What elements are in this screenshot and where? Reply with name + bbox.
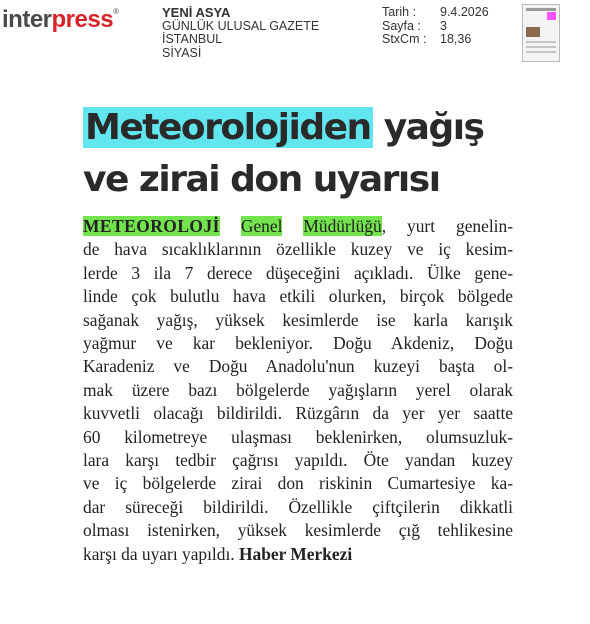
article-signature: Haber Merkezi [239,543,353,564]
body-line-1-rest: , yurt genelin- [381,216,513,236]
body-line: lerde 3 ila 7 derece düşeceğini açıkladı. Ülke gene- [83,262,513,283]
headline-text-2: ve zirai don uyarısı [83,159,440,200]
body-line [83,215,513,238]
stxcm-label: StxCm : [382,32,427,46]
publication-city: İSTANBUL [162,32,223,46]
publication-info [162,6,319,60]
body-line: de hava sıcaklıklarının özellikle kuzey ve iç kesim- [83,239,513,260]
headline-highlighted-word: Meteorolojiden [85,107,371,148]
body-last-text: karşı da uyarı yapıldı. [83,543,235,564]
article-headline [83,102,543,206]
headline-text-1: yağış [372,107,484,148]
body-line: olması istenirken, yüksek kesimlerde çığ tehlikesine [83,520,513,541]
body-line: sağanak yağış, yüksek kesimlerde ise karla karışık [83,309,513,330]
lead-highlight-2: Genel [240,216,283,236]
body-line: mak üzere bazı bölgelerde yağışların yerel olarak [83,379,513,400]
body-line: lara karşı tedbir çağrısı yapıldı. Öte yandan kuzey [83,450,513,471]
body-line-last [83,543,513,566]
body-line: linde çok bulutlu hava etkili olurken, birçok bölgede [83,286,513,307]
lead-highlight-3: Müdürlüğü [303,216,382,236]
interpress-logo [2,8,118,32]
page-thumbnail[interactable] [522,4,560,62]
lead-word: METEOROLOJİ [83,216,220,236]
publication-name: YENİ ASYA [162,5,231,20]
body-line: ve iç bölgelerde zirai don riskinin Cumartesiye ka- [83,473,513,494]
logo-registered-mark: ® [113,7,119,16]
page-label: Sayfa : [382,18,421,33]
body-line: kuvvetli olacağı bildirildi. Rüzgârın da yer yer saatte [83,403,513,424]
clipping-info [382,6,489,47]
logo-text-inter: inter [2,6,52,33]
logo-text-press: press [51,6,114,33]
date-label: Tarih : [382,5,417,19]
publication-type: GÜNLÜK ULUSAL GAZETE [162,18,320,33]
article-body [83,215,513,566]
body-line: dar süreceği bildirildi. Özellikle çiftçilerin dikkatli [83,496,513,517]
page-value: 3 [440,18,447,33]
stxcm-value: 18,36 [440,32,472,46]
date-value: 9.4.2026 [440,5,489,19]
body-line: 60 kilometreye ulaşması beklenirken, olumsuzluk- [83,426,513,447]
body-line: yağmur ve kar bekleniyor. Doğu Akdeniz, Doğu [83,333,513,354]
publication-section: SİYASİ [162,45,202,60]
body-line: Karadeniz ve Doğu Anadolu'nun kuzeyi başta ol- [83,356,513,377]
